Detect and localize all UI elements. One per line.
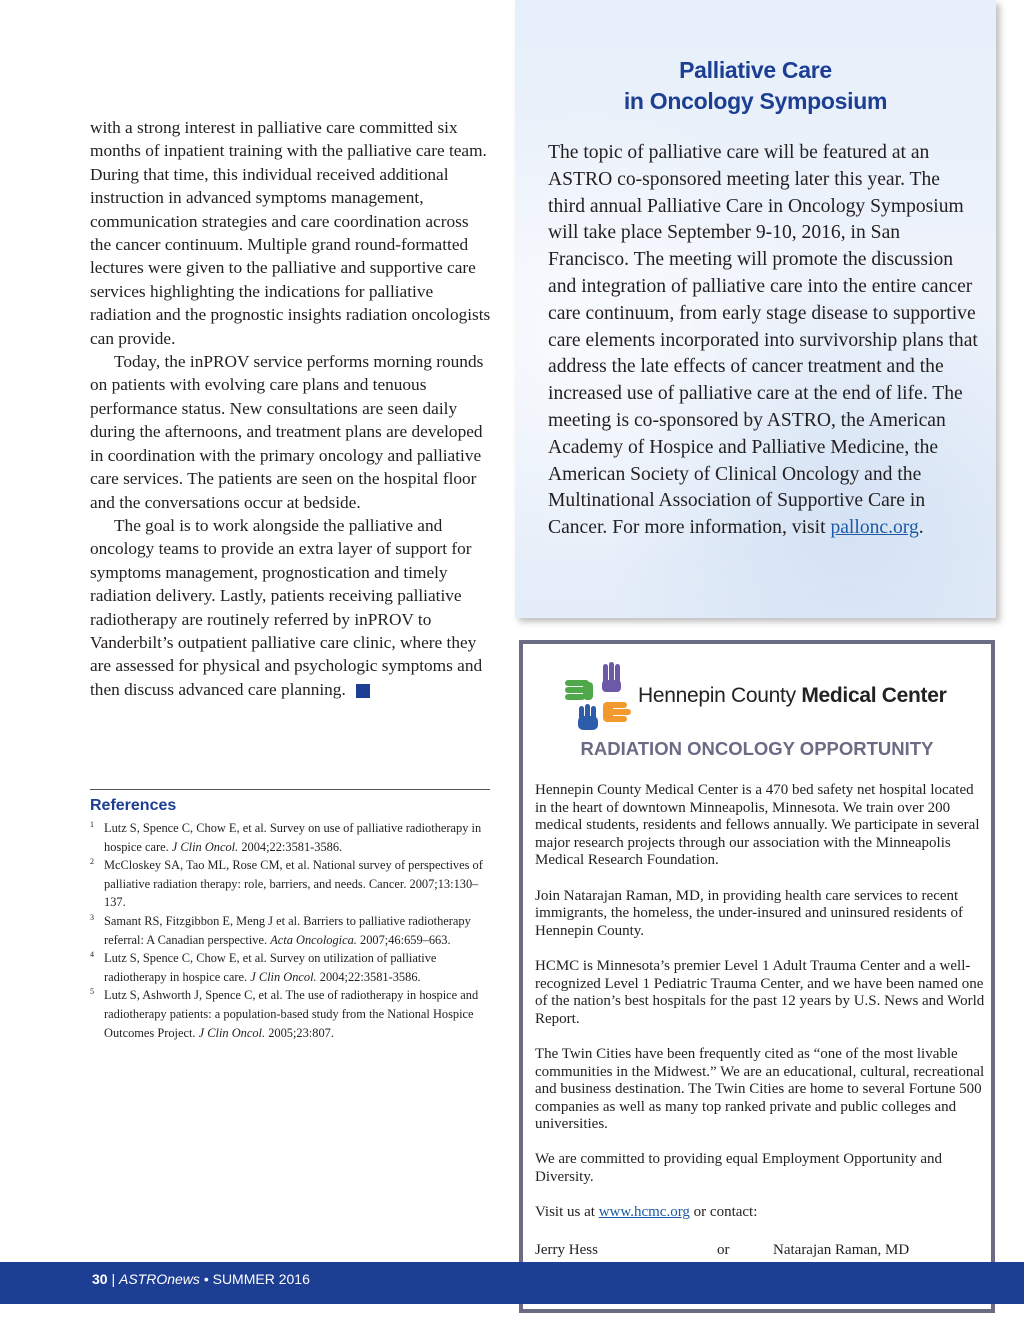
visit-prefix: Visit us at [535,1204,595,1221]
reference-citation: 2005;23:807. [268,1025,334,1040]
ad-paragraph: HCMC is Minnesota’s premier Level 1 Adult Trauma Center and a well-recognized Level 1 Pediatric Trauma Center, and we have been named one of the nation’s best hospitals for the past 12 years by U.S. News and World Report. [535,957,985,1027]
article-paragraph: Today, the inPROV service performs morning rounds on patients with evolving care plans and tenuous performance status. New consultations are seen daily during the afternoons, and treatment plans are developed in coordination with the primary oncology and palliative care services. The patients are seen on the hospital floor and the conversations occur at bedside. [90,352,484,512]
references-section [90,797,490,1042]
symposium-body [548,140,978,542]
reference-number: 2 [90,857,94,867]
article-paragraph [90,514,492,701]
ad-paragraph: Join Natarajan Raman, MD, in providing health care services to recent immigrants, the homeless, the under-insured and uninsured residents of Hennepin County. [535,887,963,939]
symposium-sidebar [515,0,996,618]
footer-separator: | [111,1271,116,1287]
reference-text: Lutz S, Spence C, Chow E, et al. Survey on utilization of palliative radiotherapy in hospice care. [104,951,437,984]
logo-name-bold: Medical Center [801,684,947,707]
issue-label: SUMMER 2016 [212,1271,310,1287]
references-heading: References [90,797,177,814]
reference-citation: 2007;46:659–663. [360,932,451,947]
page-number: 30 [92,1271,108,1287]
reference-text: Lutz S, Spence C, Chow E, et al. Survey on use of palliative radiotherapy in hospice care. [104,821,482,854]
contact-name: Jerry Hess [535,1242,598,1258]
article-body [90,116,492,701]
pallonc-link[interactable]: pallonc.org [830,517,919,539]
ad-body [535,782,987,1239]
hcmc-hands-logo-icon [561,662,641,732]
contact-or-label: or [717,1242,730,1258]
reference-text: McCloskey SA, Tao ML, Rose CM, et al. National survey of perspectives of palliative radiation therapy: role, barriers, and needs. Cancer. 2007;13:130–137. [104,858,483,910]
ad-visit-line [535,1204,987,1222]
reference-journal: J Clin Oncol. [198,1025,266,1040]
hcmc-website-link[interactable]: www.hcmc.org [598,1204,690,1221]
references-list [90,819,490,1042]
reference-text: Lutz S, Ashworth J, Spence C, et al. The use of radiotherapy in hospice and radiotherapy patients: a population-based study from the National Hospice Outcomes Project. [104,988,479,1040]
symposium-text: The topic of palliative care will be featured at an ASTRO co-sponsored meeting later this year. The third annual Palliative Care in Oncology Symposium will take place September 9-10, 2016, in San Francisco. The meeting will promote the discussion and integration of palliative care into the entire cancer care continuum, from early stage disease to supportive care elements incorporated into survivorship plans that address the late effects of cancer treatment and the increased use of palliative care at the end of life. The meeting is co-sponsored by ASTRO, the American Academy of Hospice and Palliative Medicine, the American Society of Clinical Oncology and the Multinational Association of Supportive Care in Cancer. For more information, visit [548,142,978,539]
symposium-title [515,55,996,117]
reference-item [90,912,490,949]
reference-number: 3 [90,912,94,922]
reference-item [90,856,490,912]
footer-bullet: • [203,1271,209,1287]
ad-paragraph: We are committed to providing equal Employment Opportunity and Diversity. [535,1151,943,1186]
reference-text: Samant RS, Fitzgibbon E, Meng J et al. Barriers to palliative radiotherapy referral: A Canadian perspective. [104,913,471,947]
reference-item [90,949,490,986]
article-paragraph-text: The goal is to work alongside the palliative and oncology teams to provide an extra layer of support for symptoms management, prognostication and timely radiation delivery. Lastly, patients receiving palliative radiotherapy are routinely referred by inPROV to Vanderbilt’s outpatient palliative care clinic, where they are assessed for physical and psychologic symptoms and then discuss advanced care planning. [90,515,483,699]
contact-name: Natarajan Raman, MD [773,1242,910,1258]
reference-journal: J Clin Oncol. [171,839,239,854]
hcmc-logo-name [638,684,947,708]
ad-paragraph: The Twin Cities have been frequently cited as “one of the most livable communities in the Midwest.” We are an educational, cultural, recreational and business destination. The Twin Cities are home to several Fortune 500 companies as well as many top ranked private and public colleges and universities. [535,1045,985,1133]
references-divider [90,789,490,790]
reference-item [90,986,490,1042]
reference-number: 1 [90,820,94,829]
article-paragraph: with a strong interest in palliative care committed six months of inpatient training with the palliative care team. During that time, this individual received additional instruction in advanced symptoms management, communication strategies and care coordination across the cancer continuum. Multiple grand round-formatted lectures were given to the palliative and supportive care services highlighting the indications for palliative radiation and the prognostic insights radiation oncologists can provide. [90,118,491,348]
symposium-title-line: Palliative Care [679,57,832,83]
reference-number: 4 [90,950,94,960]
reference-citation: 2004;22:3581-3586. [241,839,343,854]
publication-name: ASTROnews [119,1271,200,1287]
page-footer [92,1271,310,1287]
reference-number: 5 [90,987,94,997]
visit-suffix: or contact: [693,1204,758,1221]
symposium-title-line: in Oncology Symposium [623,88,888,114]
ad-heading: RADIATION ONCOLOGY OPPORTUNITY [580,738,934,759]
reference-journal: J Clin Oncol. [250,969,317,984]
reference-item [90,819,490,856]
symposium-period: . [918,517,924,539]
ad-paragraph: Hennepin County Medical Center is a 470 bed safety net hospital located in the heart of downtown Minneapolis, Minnesota. We train over 200 medical students, residents and fellows annually. We participate in several major research projects through our association with the Minneapolis Medical Research Foundation. [535,782,980,869]
hcmc-advertisement [519,640,995,1313]
reference-journal: Acta Oncologica. [270,932,357,947]
logo-name-regular: Hennepin County [638,684,796,707]
reference-citation: 2004;22:3581-3586. [319,969,421,984]
astro-end-mark-icon: A [356,684,370,698]
